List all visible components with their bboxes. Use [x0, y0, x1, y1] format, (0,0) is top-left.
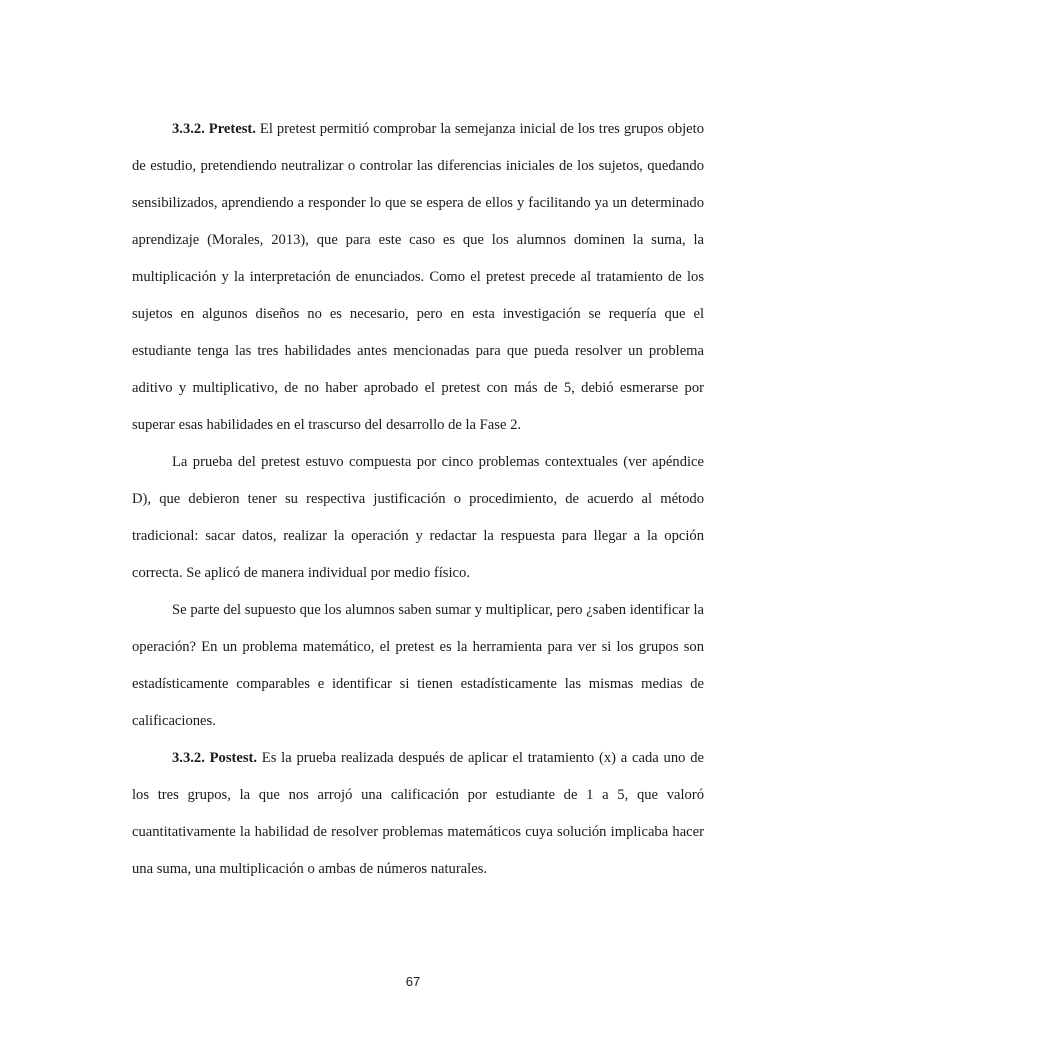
- paragraph-prueba-text: La prueba del pretest estuvo compuesta por cinco problemas contextuales (ver apéndice D), que debieron tener su respectiva justificación o procedimiento, de acuerdo al método tradicional: sacar datos, realizar la operación y redactar la respuesta para llegar a la opción correcta. Se aplicó de manera individual por medio físico.: [132, 454, 704, 581]
- paragraph-prueba: [132, 444, 704, 592]
- paragraph-pretest-text: El pretest permitió comprobar la semejanza inicial de los tres grupos objeto de estudio, pretendiendo neutralizar o controlar las diferencias iniciales de los sujetos, quedando sensibilizados, aprendiendo a responder lo que se espera de ellos y facilitando ya un determinado aprendizaje (Morales, 2013), que para este caso es que los alumnos dominen la suma, la multiplicación y la interpretación de enunciados. Como el pretest precede al tratamiento de los sujetos en algunos diseños no es necesario, pero en esta investigación se requería que el estudiante tenga las tres habilidades antes mencionadas para que pueda resolver un problema aditivo y multiplicativo, de no haber aprobado el pretest con más de 5, debió esmerarse por superar esas habilidades en el trascurso del desarrollo de la Fase 2.: [132, 121, 704, 433]
- body-text: [132, 111, 704, 888]
- section-heading-pretest: 3.3.2. Pretest.: [172, 121, 256, 137]
- section-heading-postest: 3.3.2. Postest.: [172, 750, 258, 766]
- paragraph-supuesto: [132, 592, 704, 740]
- paragraph-postest-text: Es la prueba realizada después de aplicar el tratamiento (x) a cada uno de los tres grupos, la que nos arrojó una calificación por estudiante de 1 a 5, que valoró cuantitativamente la habilidad de resolver problemas matemáticos cuya solución implicaba hacer una suma, una multiplicación o ambas de números naturales.: [132, 750, 704, 877]
- paragraph-supuesto-text: Se parte del supuesto que los alumnos saben sumar y multiplicar, pero ¿saben identificar la operación? En un problema matemático, el pretest es la herramienta para ver si los grupos son estadísticamente comparables e identificar si tienen estadísticamente las mismas medias de calificaciones.: [132, 602, 704, 729]
- paragraph-pretest: [132, 111, 704, 444]
- paragraph-postest: [132, 740, 704, 888]
- page-number: 67: [405, 974, 421, 989]
